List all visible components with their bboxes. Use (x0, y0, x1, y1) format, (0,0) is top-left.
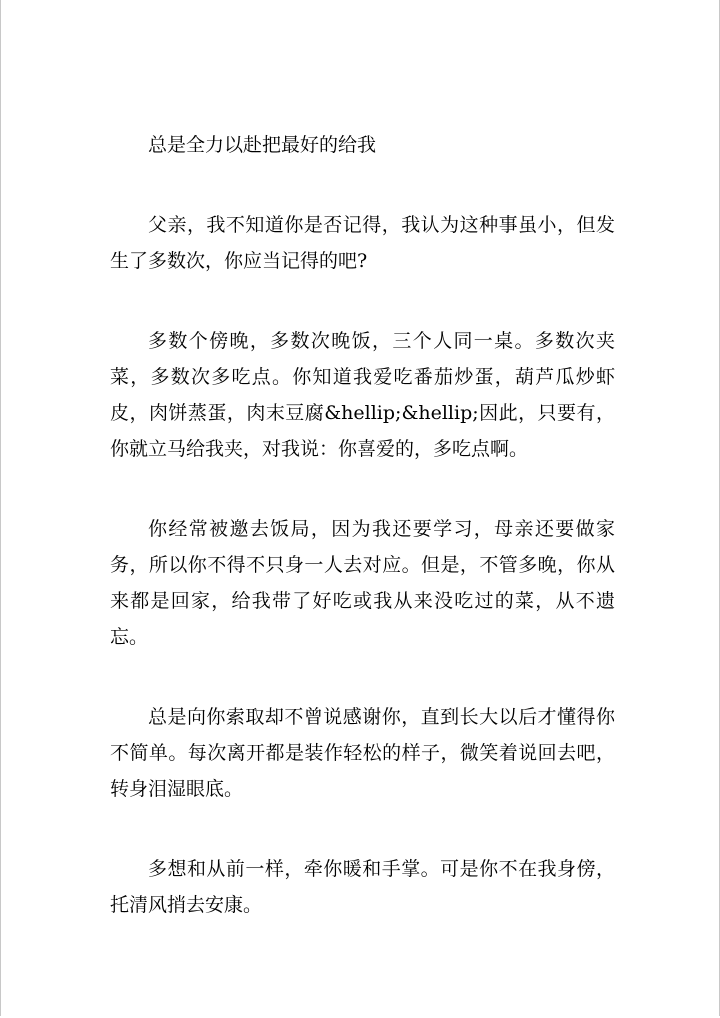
paragraph-title-line: 总是全力以赴把最好的给我 (148, 134, 377, 156)
document-body (110, 127, 615, 967)
paragraph-1: 父亲，我不知道你是否记得，我认为这种事虽小，但发生了多数次，你应当记得的吧? (110, 214, 615, 272)
paragraph-5: 多想和从前一样，牵你暖和手掌。可是你不在我身傍，托清风捎去安康。 (110, 858, 615, 916)
paragraph-4: 总是向你索取却不曾说感谢你，直到长大以后才懂得你不简单。每次离开都是装作轻松的样子，微笑着说回去吧，转身泪湿眼底。 (110, 706, 615, 800)
paragraph-2: 多数个傍晚，多数次晚饭，三个人同一桌。多数次夹菜，多数次多吃点。你知道我爱吃番茄炒蛋，葫芦瓜炒虾皮，肉饼蒸蛋，肉末豆腐&hellip;&hellip;因此，只要有，你就立马给我夹，对我说：你喜爱的，多吃点啊。 (110, 330, 615, 460)
paragraph-3: 你经常被邀去饭局，因为我还要学习，母亲还要做家务，所以你不得不只身一人去对应。但是，不管多晚，你从来都是回家，给我带了好吃或我从来没吃过的菜，从不遗忘。 (110, 518, 615, 648)
